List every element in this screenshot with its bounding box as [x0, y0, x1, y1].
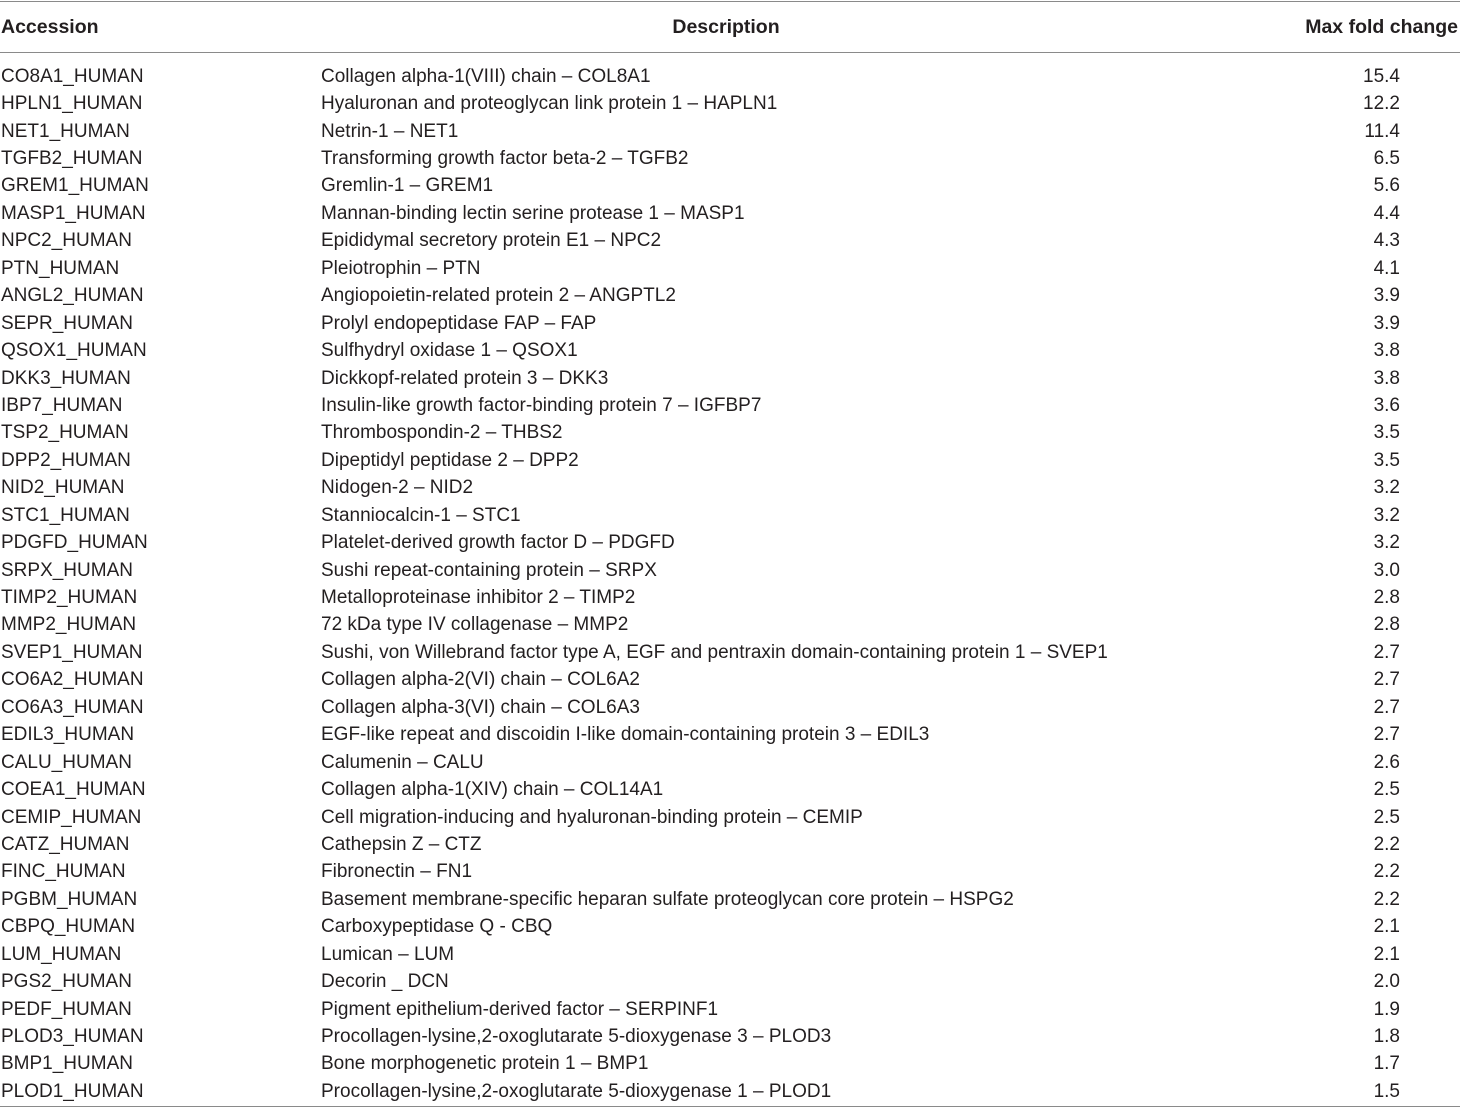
accession-cell: CATZ_HUMAN: [1, 833, 130, 855]
description-cell: Stanniocalcin-1 – STC1: [321, 504, 521, 526]
accession-cell: CBPQ_HUMAN: [1, 916, 136, 938]
fold-change-cell: 4.1: [1373, 257, 1400, 279]
accession-cell: PDGFD_HUMAN: [1, 532, 148, 554]
table-header: [0, 2, 1460, 52]
table-row: [0, 118, 1460, 145]
description-cell: 72 kDa type IV collagenase – MMP2: [321, 614, 629, 636]
table-row: [0, 667, 1460, 694]
fold-change-cell: 6.5: [1373, 148, 1400, 170]
table-row: [0, 529, 1460, 556]
fold-change-cell: 5.6: [1373, 175, 1400, 197]
description-cell: Sushi repeat-containing protein – SRPX: [321, 559, 657, 581]
description-cell: Collagen alpha-2(VI) chain – COL6A2: [321, 669, 640, 691]
accession-cell: SRPX_HUMAN: [1, 559, 133, 581]
description-cell: Thrombospondin-2 – THBS2: [321, 422, 563, 444]
accession-cell: PEDF_HUMAN: [1, 998, 132, 1020]
accession-cell: COEA1_HUMAN: [1, 779, 146, 801]
table-row: [0, 941, 1460, 968]
table-row: [0, 337, 1460, 364]
description-cell: Bone morphogenetic protein 1 – BMP1: [321, 1053, 649, 1075]
table-row: [0, 749, 1460, 776]
accession-cell: EDIL3_HUMAN: [1, 724, 135, 746]
accession-cell: PGS2_HUMAN: [1, 971, 132, 993]
accession-cell: NET1_HUMAN: [1, 120, 130, 142]
accession-cell: IBP7_HUMAN: [1, 394, 123, 416]
fold-change-cell: 3.2: [1373, 477, 1400, 499]
description-cell: Gremlin-1 – GREM1: [321, 175, 494, 197]
accession-cell: STC1_HUMAN: [1, 504, 130, 526]
accession-cell: NPC2_HUMAN: [1, 230, 132, 252]
description-cell: Decorin _ DCN: [321, 971, 449, 993]
accession-cell: PTN_HUMAN: [1, 257, 120, 279]
table-row: [0, 914, 1460, 941]
accession-cell: CO8A1_HUMAN: [1, 65, 144, 87]
description-cell: Angiopoietin-related protein 2 – ANGPTL2: [321, 285, 676, 307]
fold-change-cell: 3.0: [1373, 559, 1400, 581]
description-cell: Dickkopf-related protein 3 – DKK3: [321, 367, 609, 389]
fold-change-cell: 2.0: [1373, 971, 1400, 993]
table-row: [0, 831, 1460, 858]
table-row: [0, 776, 1460, 803]
table-row: [0, 90, 1460, 117]
table-row: [0, 612, 1460, 639]
description-cell: Collagen alpha-1(VIII) chain – COL8A1: [321, 65, 651, 87]
fold-change-cell: 2.5: [1373, 779, 1400, 801]
table-row: [0, 255, 1460, 282]
accession-cell: QSOX1_HUMAN: [1, 340, 147, 362]
table-row: [0, 392, 1460, 419]
table-row: [0, 63, 1460, 90]
fold-change-cell: 1.7: [1373, 1053, 1400, 1075]
accession-cell: LUM_HUMAN: [1, 943, 122, 965]
fold-change-cell: 2.7: [1373, 724, 1400, 746]
table-row: [0, 475, 1460, 502]
accession-cell: DKK3_HUMAN: [1, 367, 131, 389]
table-row: [0, 639, 1460, 666]
table-row: [0, 1023, 1460, 1050]
fold-change-cell: 2.7: [1373, 641, 1400, 663]
table-row: [0, 968, 1460, 995]
description-cell: Epididymal secretory protein E1 – NPC2: [321, 230, 662, 252]
description-cell: Lumican – LUM: [321, 943, 455, 965]
table-row: [0, 283, 1460, 310]
accession-cell: HPLN1_HUMAN: [1, 93, 143, 115]
fold-change-cell: 1.5: [1373, 1080, 1400, 1102]
table-body: [0, 53, 1460, 1106]
table-row: [0, 584, 1460, 611]
description-cell: Sulfhydryl oxidase 1 – QSOX1: [321, 340, 578, 362]
accession-cell: FINC_HUMAN: [1, 861, 126, 883]
table-row: [0, 557, 1460, 584]
accession-cell: MMP2_HUMAN: [1, 614, 137, 636]
fold-change-cell: 3.6: [1373, 394, 1400, 416]
fold-change-cell: 2.5: [1373, 806, 1400, 828]
fold-change-cell: 12.2: [1363, 93, 1400, 115]
fold-change-cell: 2.6: [1373, 751, 1400, 773]
description-cell: Prolyl endopeptidase FAP – FAP: [321, 312, 597, 334]
description-cell: Hyaluronan and proteoglycan link protein 1 – HAPLN1: [321, 93, 778, 115]
fold-change-cell: 3.8: [1373, 367, 1400, 389]
accession-cell: PLOD1_HUMAN: [1, 1080, 144, 1102]
fold-change-cell: 2.2: [1373, 888, 1400, 910]
description-cell: Cathepsin Z – CTZ: [321, 833, 482, 855]
table-row: [0, 310, 1460, 337]
table-row: [0, 694, 1460, 721]
description-cell: Transforming growth factor beta-2 – TGFB2: [321, 148, 689, 170]
fold-change-cell: 11.4: [1364, 120, 1400, 142]
description-cell: Collagen alpha-1(XIV) chain – COL14A1: [321, 779, 664, 801]
fold-change-cell: 2.1: [1373, 916, 1400, 938]
description-cell: Insulin-like growth factor-binding protein 7 – IGFBP7: [321, 394, 762, 416]
fold-change-cell: 3.9: [1373, 285, 1400, 307]
description-cell: Carboxypeptidase Q - CBQ: [321, 916, 553, 938]
bottom-rule: [0, 1106, 1460, 1107]
description-cell: Procollagen-lysine,2-oxoglutarate 5-dioxygenase 3 – PLOD3: [321, 1026, 832, 1048]
fold-change-cell: 2.2: [1373, 861, 1400, 883]
fold-change-cell: 2.1: [1373, 943, 1400, 965]
table-row: [0, 886, 1460, 913]
fold-change-cell: 2.8: [1373, 614, 1400, 636]
table-row: [0, 996, 1460, 1023]
table-row: [0, 859, 1460, 886]
fold-change-cell: 3.8: [1373, 340, 1400, 362]
fold-change-cell: 2.7: [1373, 696, 1400, 718]
accession-cell: ANGL2_HUMAN: [1, 285, 144, 307]
accession-cell: CO6A2_HUMAN: [1, 669, 144, 691]
description-cell: Pleiotrophin – PTN: [321, 257, 481, 279]
fold-change-cell: 3.2: [1373, 504, 1400, 526]
fold-change-cell: 15.4: [1363, 65, 1400, 87]
fold-change-cell: 4.4: [1373, 202, 1400, 224]
accession-cell: CEMIP_HUMAN: [1, 806, 142, 828]
accession-cell: TSP2_HUMAN: [1, 422, 129, 444]
table-row: [0, 1051, 1460, 1078]
fold-change-cell: 1.9: [1373, 998, 1400, 1020]
description-cell: EGF-like repeat and discoidin I-like domain-containing protein 3 – EDIL3: [321, 724, 930, 746]
description-cell: Basement membrane-specific heparan sulfate proteoglycan core protein – HSPG2: [321, 888, 1014, 910]
fold-change-cell: 3.5: [1373, 449, 1400, 471]
fold-change-cell: 1.8: [1373, 1026, 1400, 1048]
accession-cell: DPP2_HUMAN: [1, 449, 131, 471]
table-row: [0, 145, 1460, 172]
description-cell: Nidogen-2 – NID2: [321, 477, 474, 499]
accession-cell: PLOD3_HUMAN: [1, 1026, 144, 1048]
table-row: [0, 722, 1460, 749]
accession-cell: CALU_HUMAN: [1, 751, 132, 773]
fold-change-cell: 2.7: [1373, 669, 1400, 691]
description-cell: Dipeptidyl peptidase 2 – DPP2: [321, 449, 579, 471]
table-row: [0, 228, 1460, 255]
description-cell: Calumenin – CALU: [321, 751, 484, 773]
accession-cell: TIMP2_HUMAN: [1, 587, 138, 609]
fold-change-cell: 3.5: [1373, 422, 1400, 444]
table-row: [0, 420, 1460, 447]
accession-cell: SEPR_HUMAN: [1, 312, 133, 334]
protein-table: [0, 1, 1460, 1107]
fold-change-cell: 2.8: [1373, 587, 1400, 609]
description-cell: Collagen alpha-3(VI) chain – COL6A3: [321, 696, 640, 718]
header-accession: Accession: [1, 15, 99, 38]
description-cell: Procollagen-lysine,2-oxoglutarate 5-dioxygenase 1 – PLOD1: [321, 1080, 832, 1102]
header-max-fold-change: Max fold change: [1305, 15, 1458, 38]
table-row: [0, 200, 1460, 227]
fold-change-cell: 2.2: [1373, 833, 1400, 855]
table-row: [0, 365, 1460, 392]
accession-cell: GREM1_HUMAN: [1, 175, 149, 197]
description-cell: Sushi, von Willebrand factor type A, EGF and pentraxin domain-containing protein 1 – SVEP1: [321, 641, 1108, 663]
accession-cell: CO6A3_HUMAN: [1, 696, 144, 718]
description-cell: Metalloproteinase inhibitor 2 – TIMP2: [321, 587, 636, 609]
table-row: [0, 447, 1460, 474]
accession-cell: MASP1_HUMAN: [1, 202, 146, 224]
description-cell: Platelet-derived growth factor D – PDGFD: [321, 532, 675, 554]
table-row: [0, 1078, 1460, 1105]
accession-cell: TGFB2_HUMAN: [1, 148, 143, 170]
description-cell: Cell migration-inducing and hyaluronan-binding protein – CEMIP: [321, 806, 863, 828]
description-cell: Netrin-1 – NET1: [321, 120, 459, 142]
table-row: [0, 804, 1460, 831]
accession-cell: SVEP1_HUMAN: [1, 641, 143, 663]
fold-change-cell: 4.3: [1373, 230, 1400, 252]
description-cell: Mannan-binding lectin serine protease 1 – MASP1: [321, 202, 745, 224]
table-row: [0, 502, 1460, 529]
description-cell: Fibronectin – FN1: [321, 861, 473, 883]
header-description: Description: [672, 15, 780, 38]
accession-cell: BMP1_HUMAN: [1, 1053, 133, 1075]
description-cell: Pigment epithelium-derived factor – SERPINF1: [321, 998, 719, 1020]
fold-change-cell: 3.2: [1373, 532, 1400, 554]
accession-cell: PGBM_HUMAN: [1, 888, 138, 910]
accession-cell: NID2_HUMAN: [1, 477, 125, 499]
fold-change-cell: 3.9: [1373, 312, 1400, 334]
table-row: [0, 173, 1460, 200]
